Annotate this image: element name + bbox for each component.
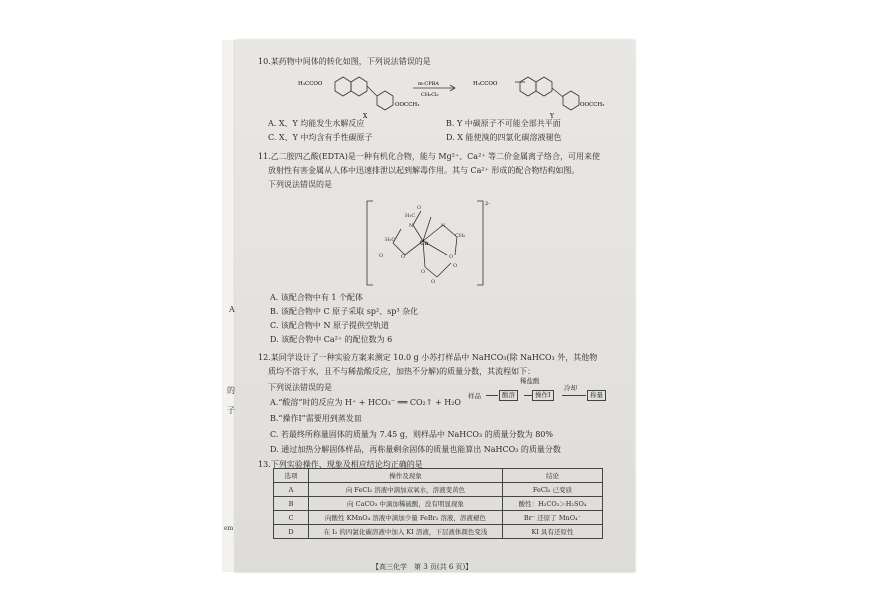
row-option: C — [274, 511, 309, 525]
row-operation: 向酸性 KMnO₄ 溶液中滴加少量 FeBr₂ 溶液，溶液褪色 — [309, 511, 503, 525]
flow-cool: 冷却 — [564, 384, 577, 392]
q11-stem-line-3: 下列说法错误的是 — [268, 180, 332, 189]
edta-calcium-complex-structure — [365, 197, 495, 289]
svg-text:H₂C: H₂C — [405, 213, 416, 219]
row-option: A — [274, 483, 309, 497]
row-conclusion: Br⁻ 还原了 MnO₄⁻ — [503, 511, 603, 525]
x-substituent-2: OOCCH₃ — [395, 102, 420, 108]
q12-stem-line-3: 下列说法错误的是 — [268, 383, 332, 392]
q11-option-c: C. 该配合物中 N 原子提供空轨道 — [270, 321, 390, 330]
margin-mark: 的 — [227, 386, 235, 395]
q11-option-d: D. 该配合物中 Ca²⁺ 的配位数为 6 — [270, 335, 393, 344]
svg-text:O: O — [421, 269, 426, 275]
q10-option-c: C. X、Y 中均含有手性碳原子 — [268, 133, 373, 142]
reagent-bottom: CH₂Cl₂ — [421, 92, 439, 98]
svg-text:H₂C: H₂C — [385, 237, 396, 243]
row-conclusion: 酸性：H₂CO₃＞H₂SO₄ — [503, 497, 603, 511]
q10-option-b: B. Y 中碳原子不可能全部共平面 — [446, 119, 561, 128]
compound-y-label: Y — [550, 113, 554, 118]
svg-text:N: N — [409, 223, 414, 229]
svg-text:O: O — [379, 253, 384, 259]
y-substituent-1: H₃CCOO — [473, 81, 498, 87]
table-row — [274, 497, 603, 511]
flow-weigh-box: 称量 — [587, 390, 606, 401]
compound-x-label: X — [363, 113, 368, 118]
q12-option-d: D. 通过加热分解固体样品，再称量剩余固体的质量也能算出 NaHCO₃ 的质量分数 — [270, 445, 561, 454]
header-option: 选项 — [274, 469, 309, 483]
row-operation: 向 CaCO₃ 中滴加稀硫酸，没有明显现象 — [309, 497, 503, 511]
row-operation: 向 FeCl₂ 溶液中滴加双氧水，溶液变黄色 — [309, 483, 503, 497]
svg-text:O: O — [431, 279, 436, 285]
header-operation: 操作及现象 — [309, 469, 503, 483]
q12-option-c: C. 若最终所称量固体的质量为 7.45 g，则样品中 NaHCO₃ 的质量分数为 80% — [270, 430, 553, 439]
q11-option-b: B. 该配合物中 C 原子采取 sp²、sp³ 杂化 — [270, 307, 419, 316]
svg-text:O: O — [453, 263, 458, 269]
q13-stem: 13.下列实验操作、现象及相应结论均正确的是 — [258, 460, 423, 469]
q10-option-a: A. X、Y 均能发生水解反应 — [268, 119, 365, 128]
row-operation: 在 I₂ 的四氯化碳溶液中加入 KI 溶液，下层液体颜色变浅 — [309, 525, 503, 539]
table-row — [274, 525, 603, 539]
table-row — [274, 511, 603, 525]
svg-text:N: N — [441, 223, 446, 229]
q11-option-a: A. 该配合物中有 1 个配体 — [270, 293, 364, 302]
margin-mark: 子 — [227, 406, 235, 415]
row-conclusion: FeCl₂ 已变质 — [503, 483, 603, 497]
margin-mark: em — [224, 525, 234, 532]
flow-reagent: 稀盐酸 — [520, 377, 540, 385]
q11-stem-line-2: 放射性有害金属从人体中迅速排泄以起到解毒作用。其与 Ca²⁺ 形成的配合物结构如图。 — [268, 166, 580, 175]
flow-acid-box: 酸溶 — [499, 390, 518, 401]
q10-stem: 10.某药物中间体的转化如图，下列说法错误的是 — [258, 57, 431, 66]
flow-operation-box: 操作Ⅰ — [532, 390, 554, 401]
svg-text:O: O — [417, 205, 422, 211]
svg-text:CH₂: CH₂ — [455, 233, 466, 239]
q11-stem-line-1: 11.乙二胺四乙酸(EDTA)是一种有机化合物，能与 Mg²⁺、Ca²⁺ 等二价金属离子络合，可用来使 — [258, 152, 601, 161]
page-footer: 【高三化学 第 3 页(共 6 页)】 — [372, 563, 473, 571]
margin-mark: A — [229, 305, 235, 314]
table-header-row — [274, 469, 603, 483]
q10-option-d: D. X 能使溴的四氯化碳溶液褪色 — [446, 133, 562, 142]
complex-charge: 2- — [485, 201, 490, 207]
q10-reaction-scheme — [295, 68, 615, 118]
q12-stem-line-1: 12.某同学设计了一种实验方案来测定 10.0 g 小苏打样品中 NaHCO₃(除 NaHCO₃ 外，其他物 — [258, 353, 598, 362]
row-option: B — [274, 497, 309, 511]
q12-option-b: B.“操作Ⅰ”需要用到蒸发皿 — [270, 414, 362, 423]
header-conclusion: 结论 — [503, 469, 603, 483]
table-row — [274, 483, 603, 497]
q12-flowchart — [468, 377, 613, 406]
q13-experiment-table — [273, 468, 603, 539]
svg-text:O: O — [449, 254, 454, 260]
svg-text:O: O — [401, 254, 406, 260]
row-option: D — [274, 525, 309, 539]
calcium-center: Ca — [420, 240, 429, 247]
q12-option-a: A.“酸溶”时的反应为 H⁺ + HCO₃⁻ ══ CO₂↑ + H₂O — [270, 398, 461, 407]
row-conclusion: KI 具有还原性 — [503, 525, 603, 539]
y-substituent-2: OOCCH₃ — [580, 102, 605, 108]
reagent-top: m-CPBA — [418, 81, 439, 87]
q12-stem-line-2: 质均不溶于水，且不与稀盐酸反应，加热不分解)的质量分数，其流程如下： — [268, 367, 536, 376]
flow-sample: 样品 — [468, 392, 481, 400]
x-substituent-1: H₃CCOO — [298, 81, 323, 87]
